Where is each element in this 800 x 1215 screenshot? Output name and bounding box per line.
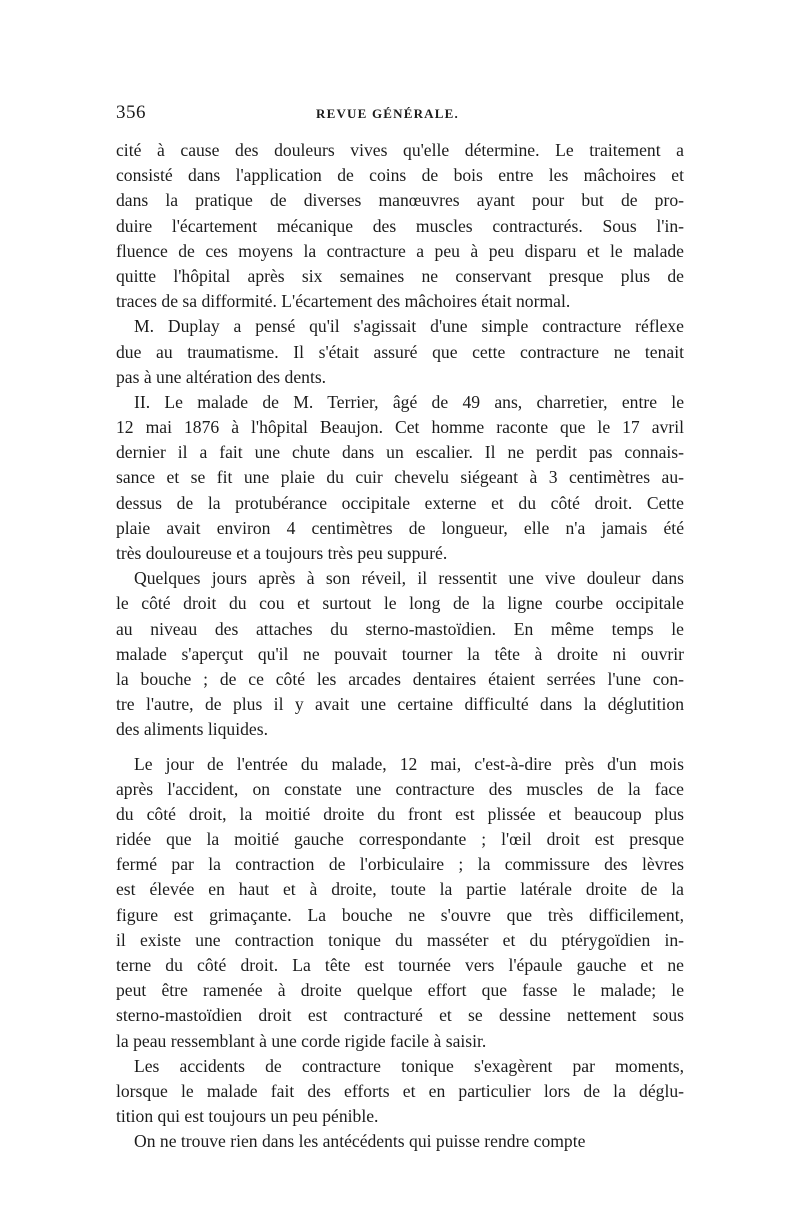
text-line: quitte l'hôpital après six semaines ne conservant presque plus de: [116, 265, 684, 286]
text-line: ridée que la moitié gauche correspondante ; l'œil droit est presque: [116, 829, 684, 850]
text-line: malade s'aperçut qu'il ne pouvait tourner la tête à droite ni ouvrir: [116, 643, 684, 664]
paragraph: [116, 314, 684, 390]
page-header: [116, 102, 686, 130]
text-line: des aliments liquides.: [116, 719, 268, 740]
text-line: le côté droit du cou et surtout le long de la ligne courbe occipitale: [116, 593, 684, 614]
text-line: lorsque le malade fait des efforts et en particulier lors de la déglu-: [116, 1080, 684, 1101]
text-line: fermé par la contraction de l'orbiculaire ; la commissure des lèvres: [116, 854, 684, 875]
text-line: plaie avait environ 4 centimètres de longueur, elle n'a jamais été: [116, 517, 684, 538]
text-line: Le jour de l'entrée du malade, 12 mai, c'est-à-dire près d'un mois: [134, 753, 684, 774]
text-line: fluence de ces moyens la contracture a peu à peu disparu et le malade: [116, 240, 684, 261]
text-line: après l'accident, on constate une contracture des muscles de la face: [116, 778, 684, 799]
text-line: peut être ramenée à droite quelque effort que fasse le malade; le: [116, 980, 684, 1001]
text-line: il existe une contraction tonique du masséter et du ptérygoïdien in-: [116, 929, 684, 950]
text-line: dessus de la protubérance occipitale externe et du côté droit. Cette: [116, 492, 684, 513]
text-line: terne du côté droit. La tête est tournée vers l'épaule gauche et ne: [116, 955, 684, 975]
text-line: pas à une altération des dents.: [116, 366, 327, 387]
text-line: duire l'écartement mécanique des muscles contracturés. Sous l'in-: [116, 215, 684, 236]
paragraph: [116, 390, 684, 566]
paragraph: [116, 566, 684, 742]
text-line: dernier il a fait une chute dans un escalier. Il ne perdit pas connais-: [116, 442, 684, 463]
text-line: figure est grimaçante. La bouche ne s'ouvre que très difficilement,: [116, 904, 684, 925]
text-line: traces de sa difformité. L'écartement des mâchoires était normal.: [116, 291, 571, 312]
text-line: II. Le malade de M. Terrier, âgé de 49 ans, charretier, entre le: [134, 391, 684, 412]
paragraph: [116, 1129, 684, 1154]
text-line: au niveau des attaches du sterno-mastoïdien. En même temps le: [116, 618, 684, 639]
text-line: la peau ressemblant à une corde rigide facile à saisir.: [116, 1030, 487, 1051]
text-line: Quelques jours après à son réveil, il ressentit une vive douleur dans: [134, 568, 684, 589]
text-line: est élevée en haut et à droite, toute la partie latérale droite de la: [116, 879, 684, 900]
paragraph: [116, 752, 684, 1054]
text-line: 12 mai 1876 à l'hôpital Beaujon. Cet homme raconte que le 17 avril: [116, 417, 684, 438]
text-line: cité à cause des douleurs vives qu'elle détermine. Le traitement a: [116, 140, 684, 160]
running-title: REVUE GÉNÉRALE.: [316, 106, 459, 121]
text-line: tre l'autre, de plus il y avait une certaine difficulté dans la déglutition: [116, 694, 684, 715]
body-text: [116, 138, 684, 1155]
text-line: la bouche ; de ce côté les arcades dentaires étaient serrées l'une con-: [116, 668, 684, 689]
paragraph: [116, 1054, 684, 1130]
text-line: très douloureuse et a toujours très peu suppuré.: [116, 543, 448, 563]
paragraph: [116, 138, 684, 314]
text-line: Les accidents de contracture tonique s'exagèrent par moments,: [134, 1055, 684, 1076]
text-line: dans la pratique de diverses manœuvres ayant pour but de pro-: [116, 190, 684, 211]
text-line: du côté droit, la moitié droite du front est plissée et beaucoup plus: [116, 803, 684, 824]
paragraph-gap: [116, 743, 684, 752]
text-line: M. Duplay a pensé qu'il s'agissait d'une simple contracture réflexe: [134, 316, 684, 337]
text-line: sterno-mastoïdien droit est contracturé et se dessine nettement sous: [116, 1005, 684, 1026]
text-line: tition qui est toujours un peu pénible.: [116, 1106, 379, 1127]
text-line: On ne trouve rien dans les antécédents qui puisse rendre compte: [134, 1131, 586, 1152]
text-line: sance et se fit une plaie du cuir chevelu siégeant à 3 centimètres au-: [116, 467, 684, 488]
page-number: 356: [116, 102, 146, 123]
text-line: due au traumatisme. Il s'était assuré que cette contracture ne tenait: [116, 341, 684, 362]
text-line: consisté dans l'application de coins de bois entre les mâchoires et: [116, 165, 684, 186]
